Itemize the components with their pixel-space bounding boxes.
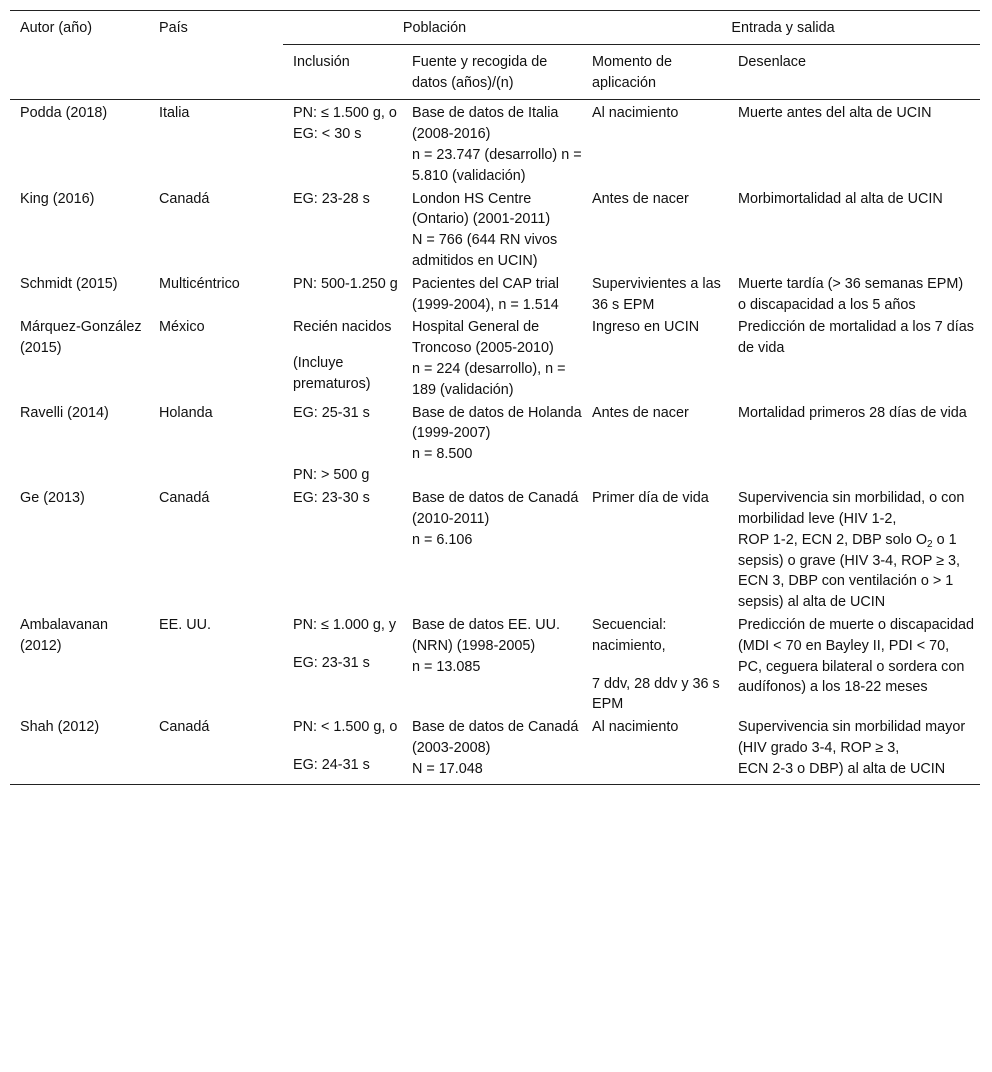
- table-body: [10, 100, 980, 784]
- cell-line: Al nacimiento: [592, 105, 679, 122]
- cell-line: Secuencial: nacimiento,: [592, 616, 667, 654]
- cell-pais: Multicéntrico: [159, 275, 240, 292]
- cell-line: n = 6.106: [412, 531, 473, 548]
- table-container: [10, 10, 980, 785]
- cell-line: Supervivientes a las 36 s EPM: [592, 275, 721, 313]
- cell-line: PN: ≤ 1.000 g, y: [293, 616, 397, 633]
- cell-inclusion: [283, 273, 412, 317]
- cell-line: N = 17.048: [412, 760, 483, 777]
- header-momento: Momento de aplicación: [592, 44, 738, 100]
- cell-fuente: [412, 188, 592, 273]
- cell-inclusion: [283, 188, 412, 273]
- cell-inclusion: [283, 614, 412, 716]
- header-inclusion: Inclusión: [283, 44, 412, 100]
- cell-line: (Incluye prematuros): [293, 355, 371, 392]
- cell-text: o 1 sepsis) o grave (HIV 3-4, ROP ≥ 3,: [738, 531, 960, 569]
- cell-line: PC, ceguera bilateral o sordera con audífonos) a los 18-22 meses: [738, 658, 965, 696]
- cell-gap: [293, 636, 406, 653]
- cell-line: Antes de nacer: [592, 404, 689, 421]
- cell-inclusion: [283, 487, 412, 614]
- cell-autor: Schmidt (2015): [20, 275, 118, 292]
- cell-line: Base de datos de Italia (2008-2016): [412, 105, 559, 143]
- cell-line: EG: 24-31 s: [293, 756, 370, 773]
- header-pais: País: [149, 11, 283, 100]
- table-row: [10, 273, 980, 317]
- cell-line: Supervivencia sin morbilidad mayor (HIV grado 3-4, ROP ≥ 3,: [738, 719, 966, 756]
- cell-inclusion: [283, 100, 412, 188]
- cell-line: n = 224 (desarrollo), n = 189 (validación): [412, 360, 566, 398]
- cell-line: EG: 23-28 s: [293, 190, 370, 207]
- cell-line: [738, 530, 974, 572]
- cell-autor: King (2016): [20, 190, 95, 207]
- table-row: [10, 716, 980, 784]
- cell-pais: Italia: [159, 105, 190, 122]
- cell-line: EG: 23-30 s: [293, 490, 370, 507]
- cell-line: Muerte antes del alta de UCIN: [738, 105, 932, 122]
- cell-momento: [592, 273, 738, 317]
- cell-pais: Canadá: [159, 190, 210, 207]
- table-row: [10, 487, 980, 614]
- cell-line: Al nacimiento: [592, 719, 679, 736]
- cell-autor: Ravelli (2014): [20, 404, 109, 421]
- cell-inclusion: [283, 316, 412, 401]
- cell-gap: [293, 423, 406, 465]
- cell-pais: Canadá: [159, 490, 210, 507]
- cell-line: 7 ddv, 28 ddv y 36 s EPM: [592, 675, 720, 713]
- cell-line: PN: < 1.500 g, o: [293, 719, 398, 736]
- cell-momento: [592, 188, 738, 273]
- cell-pais: Canadá: [149, 716, 283, 784]
- cell-desenlace: [738, 100, 980, 188]
- cell-line: Mortalidad primeros 28 días de vida: [738, 404, 967, 421]
- cell-line: Muerte tardía (> 36 semanas EPM) o discapacidad a los 5 años: [738, 275, 964, 313]
- cell-line: Recién nacidos: [293, 319, 392, 336]
- cell-momento: [592, 487, 738, 614]
- cell-desenlace: [738, 188, 980, 273]
- table-row: [10, 402, 980, 488]
- cell-fuente: [412, 100, 592, 188]
- table-row: [10, 614, 980, 716]
- cell-momento: [592, 100, 738, 188]
- cell-autor: Podda (2018): [20, 105, 108, 122]
- cell-line: Supervivencia sin morbilidad, o con morbilidad leve (HIV 1-2,: [738, 490, 965, 527]
- cell-line: n = 23.747 (desarrollo) n = 5.810 (validación): [412, 146, 582, 184]
- cell-autor: Ge (2013): [20, 490, 85, 507]
- cell-line: N = 766 (644 RN vivos admitidos en UCIN): [412, 232, 558, 269]
- cell-line: Base de datos de Canadá (2010-2011): [412, 490, 579, 527]
- cell-fuente: [412, 614, 592, 716]
- cell-fuente: [412, 273, 592, 317]
- cell-line: Primer día de vida: [592, 490, 709, 507]
- cell-line: ECN 2-3 o DBP) al alta de UCIN: [738, 760, 946, 777]
- cell-line: PN: 500-1.250 g: [293, 275, 398, 292]
- cell-fuente: [412, 716, 592, 784]
- cell-line: n = 13.085: [412, 658, 481, 675]
- cell-desenlace: [738, 273, 980, 317]
- table-row: [10, 316, 980, 401]
- studies-table: [10, 10, 980, 785]
- header-entrada-salida: Entrada y salida: [592, 11, 980, 45]
- cell-line: Predicción de muerte o discapacidad (MDI < 70 en Bayley II, PDI < 70,: [738, 616, 974, 654]
- subscript: 2: [927, 538, 933, 550]
- cell-line: EG: 23-31 s: [293, 654, 370, 671]
- cell-line: PN: ≤ 1.500 g, o: [293, 105, 397, 122]
- cell-text: ROP 1-2, ECN 2, DBP solo O: [738, 531, 928, 548]
- cell-gap: [293, 338, 406, 353]
- cell-line: ECN 3, DBP con ventilación o > 1 sepsis) al alta de UCIN: [738, 573, 954, 611]
- cell-line: Ingreso en UCIN: [592, 319, 700, 336]
- cell-momento: [592, 614, 738, 716]
- cell-desenlace: [738, 614, 980, 716]
- cell-line: Base de datos EE. UU. (NRN) (1998-2005): [412, 616, 560, 654]
- cell-gap: [293, 738, 406, 755]
- header-poblacion: Población: [283, 11, 592, 45]
- header-autor: Autor (año): [10, 11, 149, 100]
- cell-line: Predicción de mortalidad a los 7 días de vida: [738, 319, 974, 357]
- cell-desenlace: [738, 487, 980, 614]
- header-fuente: Fuente y recogida de datos (años)/(n): [412, 44, 592, 100]
- cell-autor: Shah (2012): [10, 716, 149, 784]
- header-desenlace: Desenlace: [738, 44, 980, 100]
- cell-pais: EE. UU.: [159, 616, 211, 633]
- cell-line: EG: < 30 s: [293, 126, 362, 143]
- cell-line: EG: 25-31 s: [293, 404, 370, 421]
- cell-fuente: [412, 487, 592, 614]
- cell-line: Hospital General de Troncoso (2005-2010): [412, 319, 554, 357]
- table-header: [10, 11, 980, 100]
- cell-desenlace: [738, 316, 980, 401]
- cell-pais: Holanda: [159, 404, 213, 421]
- cell-line: Base de datos de Canadá (2003-2008): [412, 719, 579, 756]
- cell-momento: [592, 402, 738, 488]
- cell-inclusion: [283, 716, 412, 784]
- cell-autor: Ambalavanan (2012): [20, 616, 109, 654]
- cell-gap: [592, 657, 732, 674]
- cell-line: Base de datos de Holanda (1999-2007): [412, 404, 582, 442]
- cell-line: Antes de nacer: [592, 190, 689, 207]
- cell-momento: [592, 716, 738, 784]
- cell-line: n = 8.500: [412, 446, 473, 463]
- cell-momento: [592, 316, 738, 401]
- cell-line: Morbimortalidad al alta de UCIN: [738, 190, 943, 207]
- cell-line: Pacientes del CAP trial (1999-2004), n = 1.514: [412, 275, 559, 313]
- cell-fuente: [412, 316, 592, 401]
- cell-desenlace: [738, 716, 980, 784]
- table-row: [10, 188, 980, 273]
- cell-line: London HS Centre (Ontario) (2001-2011): [412, 190, 551, 228]
- cell-inclusion: [283, 402, 412, 488]
- table-row: [10, 100, 980, 188]
- cell-pais: México: [159, 319, 205, 336]
- cell-fuente: [412, 402, 592, 488]
- cell-desenlace: [738, 402, 980, 488]
- cell-line: PN: > 500 g: [293, 467, 370, 484]
- cell-autor: Márquez-González (2015): [20, 319, 142, 357]
